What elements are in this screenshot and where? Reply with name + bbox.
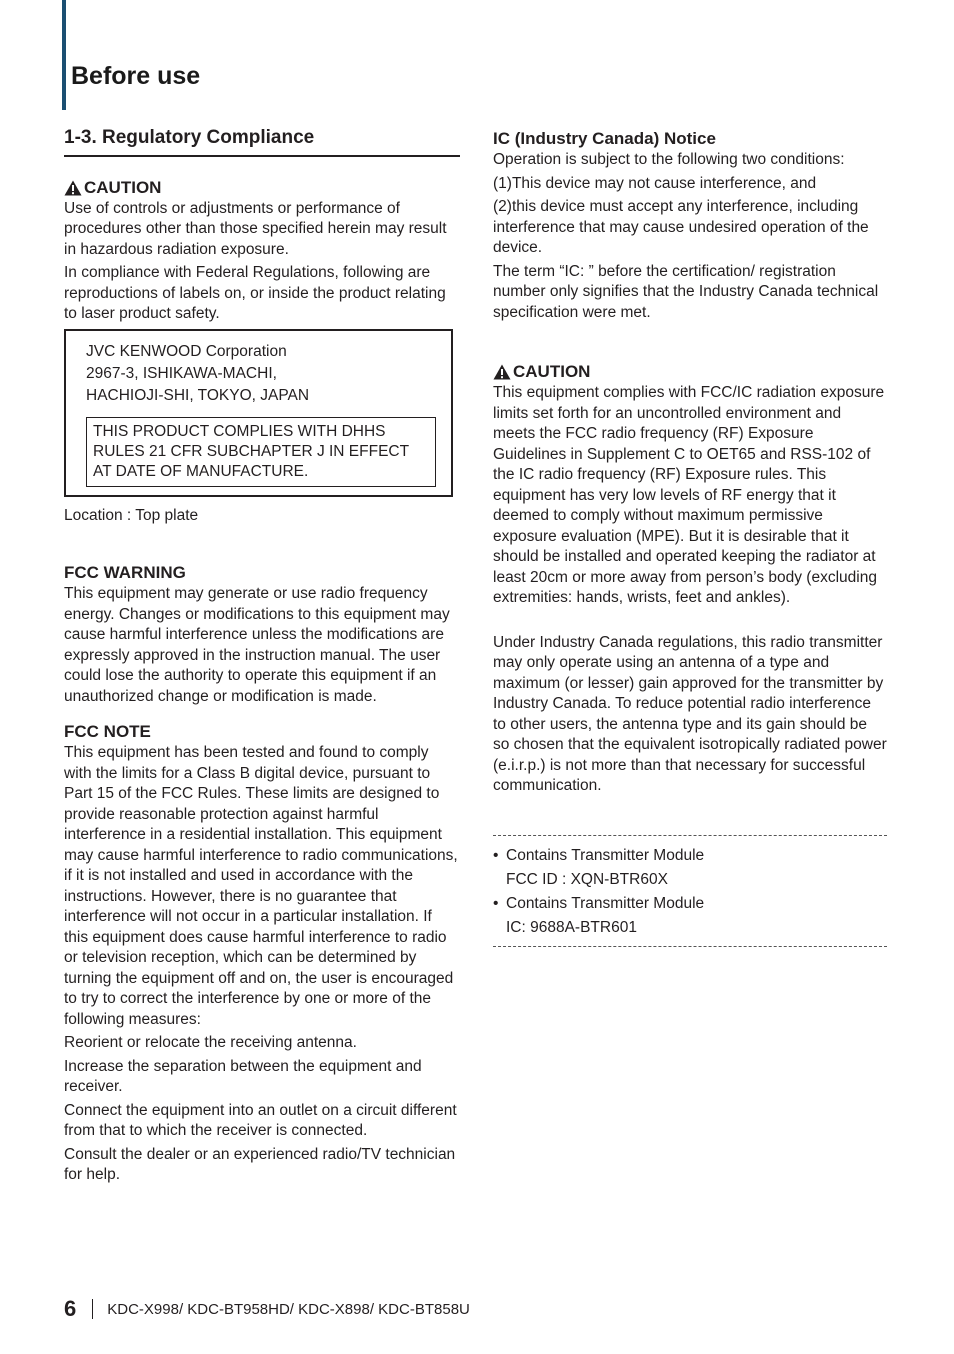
module-id: IC: 9688A-BTR601: [506, 918, 637, 936]
fcc-warning-text: This equipment may generate or use radio frequency energy. Changes or modifications to this equipment may cause harmful interference unless the modifications are expressly approved in the instruction manual. The user could lose the authority to operate this equipment if an unauthorized change or modification is made.: [64, 585, 450, 705]
ic-notice-heading: IC (Industry Canada) Notice: [493, 129, 716, 148]
caution-text: Use of controls or adjustments or performance of procedures other than those specified herein may result in hazardous radiation exposure.: [64, 199, 447, 258]
transmitter-module-list: [493, 835, 887, 947]
measure-text: Consult the dealer or an experienced radio/TV technician for help.: [64, 1145, 456, 1183]
bullet-icon: •: [493, 894, 499, 912]
left-column: [64, 126, 460, 1189]
label-line: JVC KENWOOD Corporation: [86, 342, 287, 360]
section-title: 1-3. Regulatory Compliance: [64, 128, 460, 157]
fcc-note-text: This equipment has been tested and found to comply with the limits for a Class B digital device, pursuant to Part 15 of the FCC Rules. These limits are designed to provide reasonable protection against harmful interference in a residential installation. This equipment may cause harmful interference to radio communications, if it is not installed and used in accordance with the instructions. However, there is no guarantee that interference will not occur in a particular installation. If this equipment does cause harmful interference to radio or television reception, which can be determined by turning the equipment off and on, the user is encouraged to try to correct the interference by one or more of the following measures:: [64, 744, 458, 1028]
caution-title: CAUTION: [513, 362, 591, 381]
model-list: KDC-X998/ KDC-BT958HD/ KDC-X898/ KDC-BT858U: [107, 1300, 470, 1318]
caution-text: This equipment complies with FCC/IC radiation exposure limits set forth for an uncontrolled environment and meets the FCC radio frequency (RF) Exposure Guidelines in Supplement C to OET65 and RSS-102 of the IC radio frequency (RF) Exposure rules. This equipment has very low levels of RF energy that it deemed to comply without maximum permissive exposure evaluation (MPE). But it is desirable that it should be installed and operated keeping the radiator at least 20cm or more away from person’s body (excluding extremities: hands, wrists, feet and ankles).: [493, 384, 885, 606]
ic-text: Operation is subject to the following two conditions:: [493, 151, 845, 168]
fcc-note-block: [64, 721, 460, 1186]
page-footer: [64, 1296, 470, 1322]
ic-text: The term “IC: ” before the certification/ registration number only signifies that the Industry Canada technical specification were met.: [493, 262, 879, 321]
fcc-warning-heading: FCC WARNING: [64, 563, 186, 582]
caution-heading: [64, 177, 460, 199]
caution-heading: [493, 361, 887, 383]
caution-block: [64, 177, 460, 325]
compliance-statement: THIS PRODUCT COMPLIES WITH DHHS RULES 21 CFR SUBCHAPTER J IN EFFECT AT DATE OF MANUFACTURE.: [86, 417, 436, 487]
measure-text: Reorient or relocate the receiving antenna.: [64, 1034, 357, 1051]
fcc-note-heading: FCC NOTE: [64, 722, 151, 741]
location-text: Location : Top plate: [64, 506, 199, 524]
caution-title: CAUTION: [84, 177, 162, 197]
dashed-divider: [493, 946, 887, 947]
laser-label-box: [64, 329, 453, 497]
accent-bar: [62, 0, 66, 110]
label-line: HACHIOJI-SHI, TOKYO, JAPAN: [86, 386, 310, 404]
caution-text: In compliance with Federal Regulations, following are reproductions of labels on, or inside the product relating to laser product safety.: [64, 264, 446, 322]
list-item: [493, 844, 887, 868]
measure-text: Connect the equipment into an outlet on a circuit different from that to which the receiver is connected.: [64, 1101, 457, 1139]
fcc-warning-block: [64, 562, 460, 707]
caution-text: Under Industry Canada regulations, this radio transmitter may only operate using an antenna of a type and maximum (or lesser) gain approved for the transmitter by Industry Canada. To reduce potential radio interference to other users, the antenna type and its gain should be so chosen that the equivalent isotropically radiated power (e.i.r.p.) is not more than that necessary for successful communication.: [493, 633, 887, 794]
warning-icon: [64, 180, 82, 196]
warning-icon: [493, 364, 511, 380]
label-line: 2967-3, ISHIKAWA-MACHI,: [86, 364, 277, 382]
module-title: Contains Transmitter Module: [506, 894, 705, 912]
bullet-icon: •: [493, 846, 499, 864]
caution-block: [493, 361, 887, 797]
footer-divider: [92, 1299, 93, 1319]
measure-text: Increase the separation between the equipment and receiver.: [64, 1057, 422, 1095]
ic-text: (1)This device may not cause interference, and: [493, 174, 817, 192]
list-item: [493, 892, 887, 916]
page-title: Before use: [71, 62, 201, 90]
module-id: FCC ID : XQN-BTR60X: [506, 870, 668, 888]
right-column: [493, 126, 887, 947]
page-number: 6: [64, 1296, 77, 1321]
module-title: Contains Transmitter Module: [506, 846, 705, 864]
ic-text: (2)this device must accept any interference, including interference that may cause undesired operation of the device.: [493, 198, 869, 256]
